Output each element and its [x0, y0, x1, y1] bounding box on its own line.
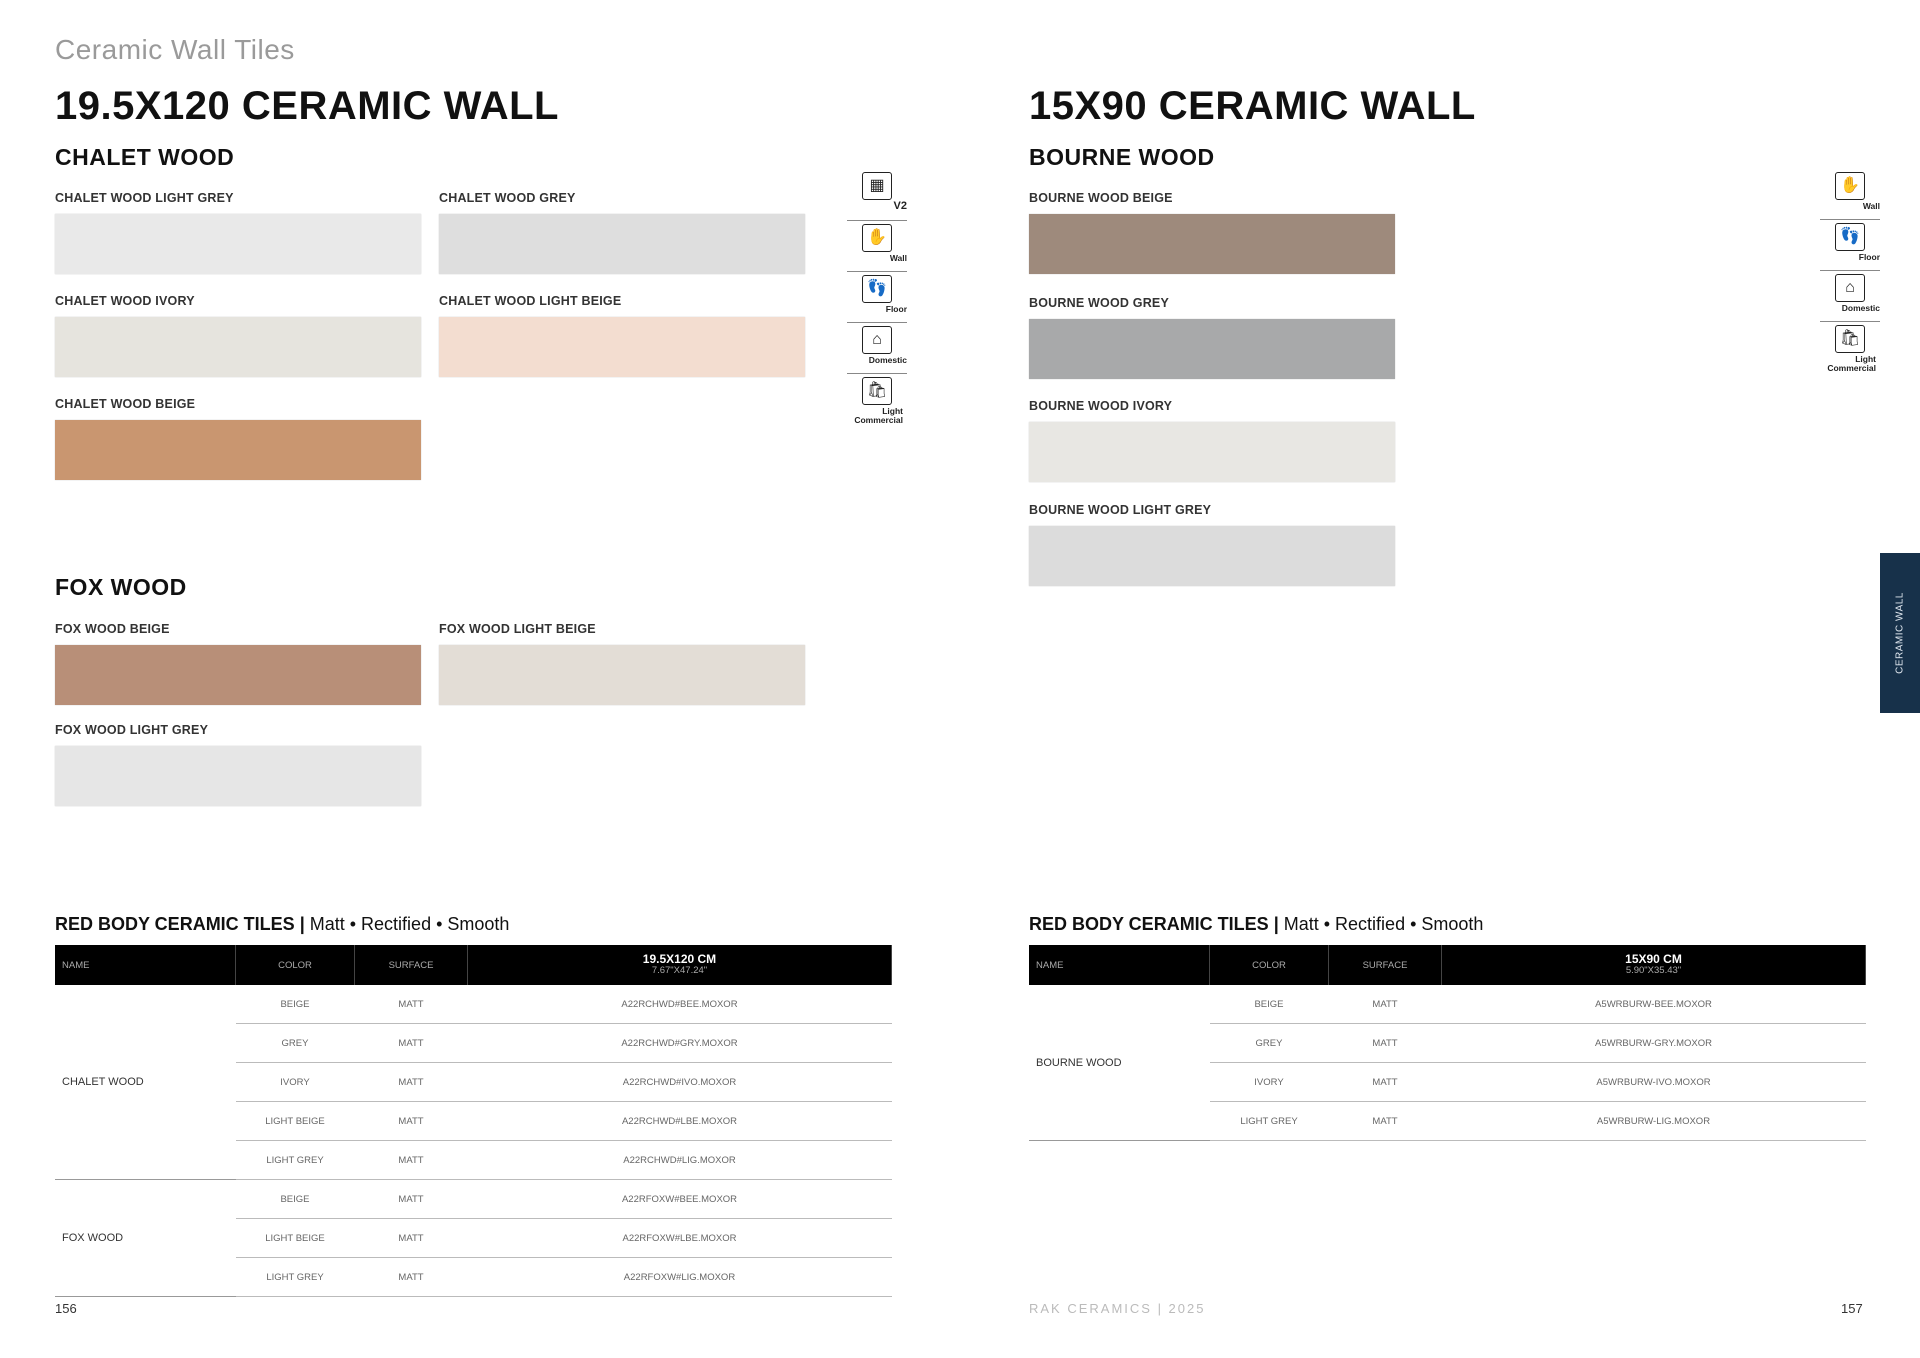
color-cell: LIGHT GREY: [1210, 1102, 1329, 1141]
tile-swatch-chalet-light-beige: [439, 317, 805, 377]
tile-label: CHALET WOOD LIGHT BEIGE: [439, 294, 622, 308]
color-cell: GREY: [1210, 1024, 1329, 1063]
color-cell: GREY: [236, 1024, 355, 1063]
surface-cell: MATT: [1329, 985, 1442, 1024]
side-tab-ceramic-wall[interactable]: CERAMIC WALL: [1880, 553, 1920, 713]
code-cell: A22RCHWD#LBE.MOXOR: [468, 1102, 892, 1141]
surface-cell: MATT: [355, 1141, 468, 1180]
surface-cell: MATT: [355, 1180, 468, 1219]
surface-cell: MATT: [355, 1219, 468, 1258]
col-surface: SURFACE: [355, 945, 468, 985]
code-cell: A22RCHWD#LIG.MOXOR: [468, 1141, 892, 1180]
series-name-cell: BOURNE WOOD: [1029, 985, 1210, 1141]
page-number-right: 157: [1841, 1301, 1863, 1316]
code-cell: A22RCHWD#IVO.MOXOR: [468, 1063, 892, 1102]
table-row: [55, 985, 892, 1024]
left-spec-table: [55, 945, 892, 1297]
color-cell: LIGHT GREY: [236, 1141, 355, 1180]
tile-swatch-bourne-light-grey: [1029, 526, 1395, 586]
surface-cell: MATT: [355, 985, 468, 1024]
series-name-cell: FOX WOOD: [55, 1180, 236, 1297]
tile-swatch-chalet-ivory: [55, 317, 421, 377]
code-cell: A22RCHWD#GRY.MOXOR: [468, 1024, 892, 1063]
code-cell: A22RFOXW#LBE.MOXOR: [468, 1219, 892, 1258]
right-spec-table: [1029, 945, 1866, 1141]
footprints-icon: 👣 Floor: [847, 275, 907, 323]
surface-cell: MATT: [355, 1024, 468, 1063]
house-icon: ⌂ Domestic: [847, 326, 907, 374]
col-color: COLOR: [1210, 945, 1329, 985]
tile-label: CHALET WOOD LIGHT GREY: [55, 191, 234, 205]
code-cell: A5WRBURW-BEE.MOXOR: [1442, 985, 1866, 1024]
col-surface: SURFACE: [1329, 945, 1442, 985]
tile-label: BOURNE WOOD GREY: [1029, 296, 1170, 310]
left-page-title: 19.5X120 CERAMIC WALL: [55, 84, 559, 128]
fox-wood-title: FOX WOOD: [55, 574, 187, 600]
tile-label: BOURNE WOOD IVORY: [1029, 399, 1173, 413]
footprints-icon: 👣 Floor: [1820, 223, 1880, 271]
chalet-wood-title: CHALET WOOD: [55, 144, 235, 170]
code-cell: A5WRBURW-IVO.MOXOR: [1442, 1063, 1866, 1102]
tile-label: CHALET WOOD BEIGE: [55, 397, 196, 411]
code-cell: A22RCHWD#BEE.MOXOR: [468, 985, 892, 1024]
series-name-cell: CHALET WOOD: [55, 985, 236, 1180]
tile-swatch-fox-light-beige: [439, 645, 805, 705]
tile-label: FOX WOOD LIGHT GREY: [55, 723, 209, 737]
surface-cell: MATT: [355, 1258, 468, 1297]
tile-swatch-fox-light-grey: [55, 746, 421, 806]
hand-icon: ✋ Wall: [847, 224, 907, 272]
tile-label: CHALET WOOD GREY: [439, 191, 576, 205]
surface-cell: MATT: [355, 1063, 468, 1102]
col-size: 15X90 CM 5.90"X35.43": [1442, 945, 1866, 985]
table-row: [1029, 985, 1866, 1024]
tile-swatch-chalet-grey: [439, 214, 805, 274]
tile-swatch-bourne-grey: [1029, 319, 1395, 379]
col-color: COLOR: [236, 945, 355, 985]
col-name: NAME: [55, 945, 236, 985]
right-page-title: 15X90 CERAMIC WALL: [1029, 84, 1476, 128]
shopping-bag-icon: 🛍 Light Commercial: [847, 377, 907, 432]
tile-swatch-chalet-beige: [55, 420, 421, 480]
color-cell: LIGHT GREY: [236, 1258, 355, 1297]
color-cell: BEIGE: [1210, 985, 1329, 1024]
bourne-wood-title: BOURNE WOOD: [1029, 144, 1215, 170]
page-number-left: 156: [55, 1301, 77, 1316]
tile-label: CHALET WOOD IVORY: [55, 294, 195, 308]
surface-cell: MATT: [1329, 1063, 1442, 1102]
code-cell: A22RFOXW#LIG.MOXOR: [468, 1258, 892, 1297]
surface-cell: MATT: [355, 1102, 468, 1141]
col-name: NAME: [1029, 945, 1210, 985]
tile-label: BOURNE WOOD BEIGE: [1029, 191, 1173, 205]
code-cell: A5WRBURW-LIG.MOXOR: [1442, 1102, 1866, 1141]
section-label: Ceramic Wall Tiles: [55, 34, 295, 65]
code-cell: A22RFOXW#BEE.MOXOR: [468, 1180, 892, 1219]
color-cell: BEIGE: [236, 1180, 355, 1219]
tile-label: FOX WOOD BEIGE: [55, 622, 170, 636]
left-table-heading: RED BODY CERAMIC TILES | Matt • Rectified • Smooth: [55, 914, 510, 934]
tile-swatch-bourne-ivory: [1029, 422, 1395, 482]
color-cell: IVORY: [236, 1063, 355, 1102]
color-cell: LIGHT BEIGE: [236, 1219, 355, 1258]
tile-swatch-bourne-beige: [1029, 214, 1395, 274]
brand-footer: RAK CERAMICS | 2025: [1029, 1301, 1206, 1316]
tile-label: BOURNE WOOD LIGHT GREY: [1029, 503, 1212, 517]
hand-icon: ✋ Wall: [1820, 172, 1880, 220]
code-cell: A5WRBURW-GRY.MOXOR: [1442, 1024, 1866, 1063]
table-row: [55, 1180, 892, 1219]
color-cell: IVORY: [1210, 1063, 1329, 1102]
color-cell: LIGHT BEIGE: [236, 1102, 355, 1141]
shopping-bag-icon: 🛍 Light Commercial: [1820, 325, 1880, 380]
surface-cell: MATT: [1329, 1024, 1442, 1063]
tile-label: FOX WOOD LIGHT BEIGE: [439, 622, 596, 636]
right-table-heading: RED BODY CERAMIC TILES | Matt • Rectified • Smooth: [1029, 914, 1484, 934]
col-size: 19.5X120 CM 7.67"X47.24": [468, 945, 892, 985]
color-cell: BEIGE: [236, 985, 355, 1024]
house-icon: ⌂ Domestic: [1820, 274, 1880, 322]
mosaic-grid-icon: ▦ V2: [847, 172, 907, 221]
surface-cell: MATT: [1329, 1102, 1442, 1141]
tile-swatch-chalet-light-grey: [55, 214, 421, 274]
tile-swatch-fox-beige: [55, 645, 421, 705]
